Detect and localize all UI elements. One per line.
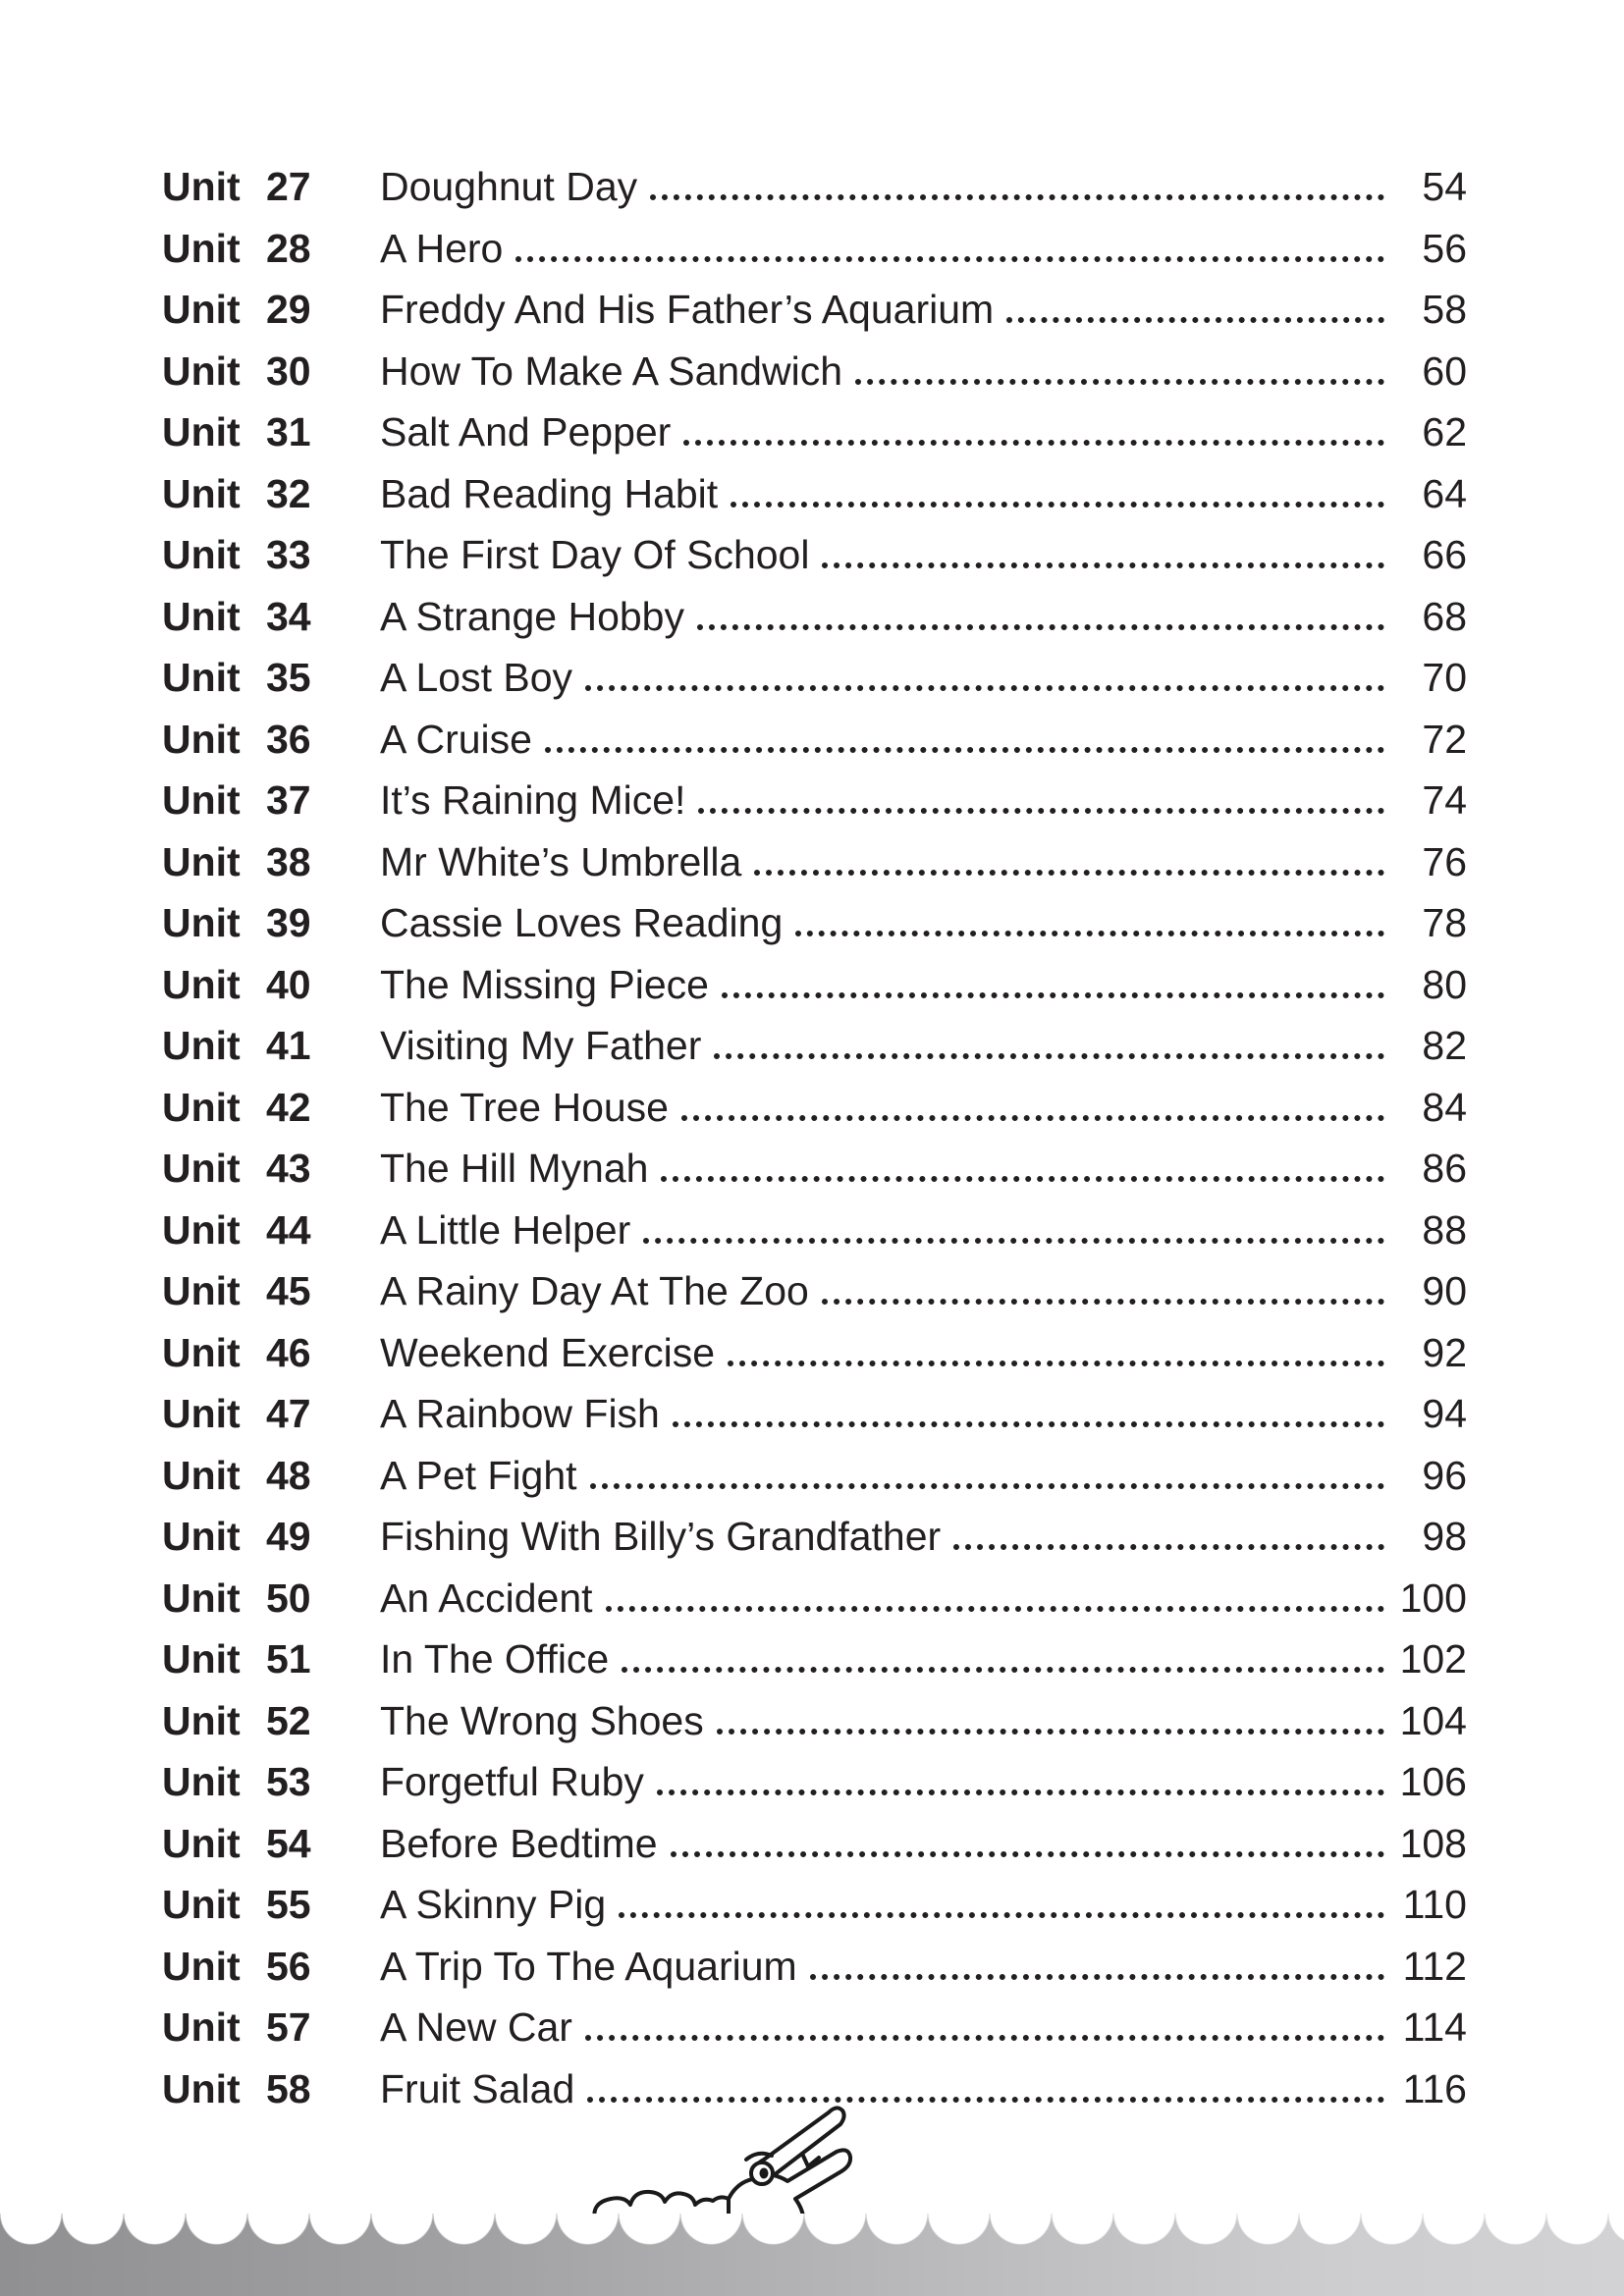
unit-number: 53: [266, 1759, 311, 1804]
entry-page-number: 98: [1422, 1514, 1467, 1559]
dot-leader: [585, 685, 1384, 691]
unit-number: 33: [266, 532, 311, 577]
entry-page-number: 106: [1399, 1759, 1467, 1804]
entry-page-number: 78: [1422, 900, 1467, 945]
entry-title: A Rainy Day At The Zoo: [380, 1268, 809, 1313]
unit-number: 35: [266, 655, 311, 700]
entry-title: The Tree House: [380, 1084, 669, 1130]
toc-row: [162, 1874, 1467, 1936]
entry-page-number: 70: [1422, 655, 1467, 700]
unit-label: Unit: [162, 1636, 241, 1682]
unit-label: Unit: [162, 1329, 241, 1375]
dot-leader: [810, 1974, 1384, 1980]
unit-label: Unit: [162, 287, 241, 332]
entry-page-number: 80: [1422, 961, 1467, 1007]
unit-label: Unit: [162, 2065, 241, 2111]
entry-page-number: 108: [1399, 1820, 1467, 1866]
unit-number: 37: [266, 777, 311, 823]
entry-title: Visiting My Father: [380, 1023, 702, 1068]
unit-number: 49: [266, 1514, 311, 1559]
unit-label: Unit: [162, 347, 241, 394]
dot-leader: [717, 1729, 1384, 1735]
unit-number: 28: [266, 225, 311, 271]
entry-page-number: 56: [1422, 225, 1467, 271]
entry-title: Fruit Salad: [380, 2065, 575, 2111]
dot-leader: [585, 2035, 1384, 2041]
unit-label: Unit: [162, 777, 241, 823]
toc-row: [162, 831, 1467, 893]
dot-leader: [822, 1299, 1384, 1305]
toc-row: [162, 1077, 1467, 1139]
toc-row: [162, 709, 1467, 771]
entry-title: How To Make A Sandwich: [380, 347, 842, 394]
entry-title: In The Office: [380, 1636, 610, 1682]
toc-row: [162, 954, 1467, 1016]
entry-page-number: 90: [1422, 1268, 1467, 1313]
entry-page-number: 72: [1422, 716, 1467, 762]
toc-row: [162, 1997, 1467, 2058]
entry-page-number: 96: [1422, 1452, 1467, 1498]
entry-page-number: 62: [1422, 409, 1467, 454]
entry-title: Freddy And His Father’s Aquarium: [380, 287, 995, 332]
toc-row: [162, 156, 1467, 218]
toc-row: [162, 647, 1467, 709]
unit-label: Unit: [162, 655, 241, 700]
dot-leader: [1006, 317, 1384, 323]
unit-label: Unit: [162, 532, 241, 577]
unit-number: 40: [266, 961, 311, 1007]
unit-label: Unit: [162, 1514, 241, 1559]
unit-number: 42: [266, 1084, 311, 1130]
toc-row: [162, 1260, 1467, 1322]
dot-leader: [754, 870, 1384, 876]
unit-number: 29: [266, 287, 311, 332]
unit-number: 38: [266, 838, 311, 884]
dot-leader: [822, 562, 1384, 568]
toc-row: [162, 1813, 1467, 1875]
unit-label: Unit: [162, 838, 241, 884]
toc-row: [162, 892, 1467, 954]
unit-number: 45: [266, 1268, 311, 1313]
entry-title: A New Car: [380, 2004, 572, 2050]
dot-leader: [722, 992, 1384, 998]
dot-leader: [619, 1912, 1384, 1918]
dot-leader: [698, 808, 1384, 814]
unit-number: 34: [266, 593, 311, 639]
croc-pupil: [760, 2168, 769, 2179]
dot-leader: [697, 624, 1384, 630]
entry-title: It’s Raining Mice!: [380, 777, 686, 823]
entry-title: A Strange Hobby: [380, 593, 684, 639]
entry-title: A Rainbow Fish: [380, 1391, 660, 1436]
dot-leader: [661, 1176, 1384, 1182]
toc-row: [162, 1568, 1467, 1629]
wave-border: [0, 2214, 1624, 2296]
entry-page-number: 114: [1402, 2004, 1467, 2050]
entry-page-number: 82: [1422, 1023, 1467, 1068]
unit-number: 32: [266, 470, 311, 516]
dot-leader: [673, 1421, 1384, 1427]
dot-leader: [795, 931, 1384, 936]
unit-label: Unit: [162, 470, 241, 516]
toc-row: [162, 1690, 1467, 1752]
entry-title: The Missing Piece: [380, 961, 709, 1007]
dot-leader: [657, 1789, 1384, 1795]
dot-leader: [714, 1053, 1384, 1059]
unit-label: Unit: [162, 1023, 241, 1068]
unit-number: 36: [266, 716, 311, 762]
entry-title: A Hero: [380, 225, 504, 271]
entry-page-number: 68: [1422, 593, 1467, 639]
unit-number: 44: [266, 1206, 311, 1253]
dot-leader: [953, 1544, 1384, 1550]
entry-title: A Lost Boy: [380, 655, 573, 700]
unit-number: 55: [266, 1882, 311, 1927]
unit-number: 30: [266, 347, 311, 394]
unit-number: 48: [266, 1452, 311, 1498]
unit-number: 43: [266, 1146, 311, 1191]
entry-page-number: 94: [1422, 1391, 1467, 1436]
toc-row: [162, 1751, 1467, 1813]
entry-page-number: 76: [1422, 838, 1467, 884]
toc-row: [162, 463, 1467, 525]
entry-page-number: 92: [1422, 1329, 1467, 1375]
toc-row: [162, 1200, 1467, 1261]
entry-page-number: 110: [1402, 1882, 1467, 1927]
entry-page-number: 112: [1402, 1943, 1467, 1989]
entry-title: A Trip To The Aquarium: [380, 1943, 797, 1989]
entry-title: A Pet Fight: [380, 1452, 577, 1498]
entry-title: Forgetful Ruby: [380, 1759, 644, 1804]
unit-label: Unit: [162, 1391, 241, 1436]
unit-label: Unit: [162, 1697, 241, 1743]
unit-label: Unit: [162, 1206, 241, 1253]
unit-label: Unit: [162, 593, 241, 639]
dot-leader: [728, 1361, 1384, 1366]
unit-label: Unit: [162, 225, 241, 271]
entry-title: Cassie Loves Reading: [380, 900, 784, 945]
toc-row: [162, 1629, 1467, 1690]
entry-page-number: 64: [1422, 470, 1467, 516]
entry-title: An Accident: [380, 1575, 593, 1621]
unit-label: Unit: [162, 961, 241, 1007]
dot-leader: [515, 256, 1384, 262]
unit-number: 31: [266, 409, 311, 454]
toc-row: [162, 1383, 1467, 1445]
entry-title: A Little Helper: [380, 1206, 631, 1253]
unit-number: 41: [266, 1023, 311, 1068]
unit-number: 52: [266, 1697, 311, 1743]
unit-label: Unit: [162, 1943, 241, 1989]
dot-leader: [731, 502, 1384, 507]
unit-label: Unit: [162, 1452, 241, 1498]
dot-leader: [855, 379, 1384, 385]
unit-number: 51: [266, 1636, 311, 1682]
entry-title: A Cruise: [380, 716, 532, 762]
entry-page-number: 58: [1422, 287, 1467, 332]
toc-row: [162, 279, 1467, 341]
toc-row: [162, 1936, 1467, 1998]
dot-leader: [643, 1238, 1384, 1244]
toc-row: [162, 1445, 1467, 1507]
toc-row: [162, 524, 1467, 586]
entry-page-number: 102: [1399, 1636, 1467, 1682]
unit-label: Unit: [162, 1575, 241, 1621]
unit-label: Unit: [162, 1084, 241, 1130]
toc-row: [162, 586, 1467, 648]
entry-title: Mr White’s Umbrella: [380, 838, 742, 884]
entry-page-number: 86: [1422, 1146, 1467, 1191]
unit-number: 54: [266, 1820, 311, 1866]
entry-page-number: 84: [1422, 1084, 1467, 1130]
toc-row: [162, 1015, 1467, 1077]
dot-leader: [590, 1483, 1384, 1489]
entry-page-number: 74: [1422, 777, 1467, 823]
toc-row: [162, 1506, 1467, 1568]
entry-title: Salt And Pepper: [380, 409, 672, 454]
entry-page-number: 66: [1422, 532, 1467, 577]
unit-label: Unit: [162, 1146, 241, 1191]
dot-leader: [650, 194, 1384, 200]
entry-page-number: 54: [1422, 164, 1467, 209]
unit-label: Unit: [162, 1759, 241, 1804]
toc-row: [162, 341, 1467, 402]
toc-row: [162, 218, 1467, 280]
entry-title: The Wrong Shoes: [380, 1697, 704, 1743]
entry-title: Weekend Exercise: [380, 1329, 716, 1375]
unit-label: Unit: [162, 1882, 241, 1927]
toc-row: [162, 1138, 1467, 1200]
unit-label: Unit: [162, 1820, 241, 1866]
entry-title: The Hill Mynah: [380, 1146, 649, 1191]
entry-title: Before Bedtime: [380, 1820, 658, 1866]
unit-number: 50: [266, 1575, 311, 1621]
dot-leader: [622, 1667, 1384, 1673]
entry-page-number: 116: [1402, 2065, 1467, 2111]
toc-row: [162, 770, 1467, 831]
entry-page-number: 88: [1422, 1206, 1467, 1253]
unit-number: 46: [266, 1329, 311, 1375]
unit-label: Unit: [162, 716, 241, 762]
unit-number: 39: [266, 900, 311, 945]
unit-label: Unit: [162, 409, 241, 454]
wave-scallops: [0, 2214, 1624, 2246]
dot-leader: [683, 440, 1384, 446]
unit-number: 58: [266, 2065, 311, 2111]
dot-leader: [606, 1606, 1384, 1612]
unit-number: 27: [266, 164, 311, 209]
toc-list: [162, 156, 1467, 2119]
toc-row: [162, 1322, 1467, 1384]
unit-number: 56: [266, 1943, 311, 1989]
unit-label: Unit: [162, 2004, 241, 2050]
entry-page-number: 100: [1399, 1575, 1467, 1621]
entry-page-number: 104: [1399, 1697, 1467, 1743]
dot-leader: [545, 747, 1384, 753]
entry-title: Fishing With Billy’s Grandfather: [380, 1514, 942, 1559]
unit-number: 47: [266, 1391, 311, 1436]
unit-number: 57: [266, 2004, 311, 2050]
entry-title: The First Day Of School: [380, 532, 810, 577]
entry-title: A Skinny Pig: [380, 1882, 607, 1927]
dot-leader: [681, 1115, 1384, 1121]
unit-label: Unit: [162, 900, 241, 945]
unit-label: Unit: [162, 1268, 241, 1313]
entry-title: Bad Reading Habit: [380, 470, 719, 516]
entry-title: Doughnut Day: [380, 164, 638, 209]
toc-row: [162, 401, 1467, 463]
unit-label: Unit: [162, 164, 241, 209]
dot-leader: [671, 1851, 1384, 1857]
entry-page-number: 60: [1422, 347, 1467, 394]
